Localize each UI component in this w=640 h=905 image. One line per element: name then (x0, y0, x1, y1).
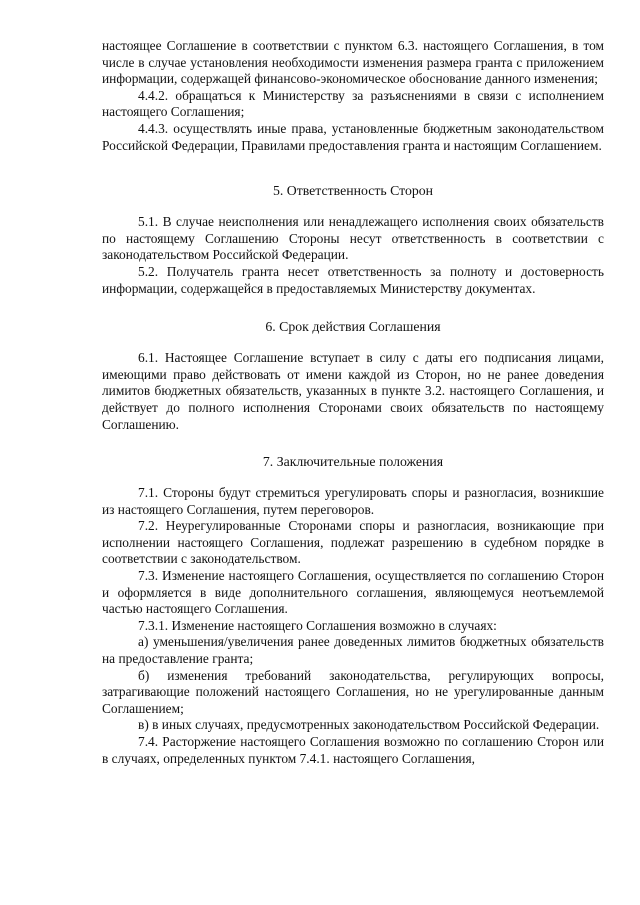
list-item-v: в) в иных случаях, предусмотренных законодательством Российской Федерации. (138, 717, 600, 733)
section-7-heading: 7. Заключительные положения (262, 454, 444, 470)
paragraph-5-2: 5.2. Получатель гранта несет ответственность за полноту и достоверность информации, содержащейся в предоставляемых Министерству документах. (102, 263, 604, 296)
paragraph-7-1: 7.1. Стороны будут стремиться урегулировать споры и разногласия, возникшие из настоящего Соглашения, путем переговоров. (102, 485, 604, 517)
section-5-heading: 5. Ответственность Сторон (272, 183, 434, 199)
paragraph-6-1: 6.1. Настоящее Соглашение вступает в силу с даты его подписания лицами, имеющими право действовать от имени каждой из Сторон, но не ранее доведения лимитов бюджетных обязательств, указанных в пункте 3.2. настоящего Соглашения, и действует до полного исполнения Сторонами своих обязательств по настоящему Соглашению. (102, 350, 604, 432)
paragraph-4-4-1-continuation: настоящее Соглашение в соответствии с пунктом 6.3. настоящего Соглашения, в том числе в случае установления необходимости изменения размера гранта с приложением информации, содержащей финансово-экономическое обоснование данного изменения; (102, 38, 604, 87)
paragraph-7-2: 7.2. Неурегулированные Сторонами споры и разногласия, возникающие при исполнении настоящего Соглашения, подлежат разрешению в судебном порядке в соответствии с законодательством. (102, 518, 604, 567)
paragraph-4-4-2: 4.4.2. обращаться к Министерству за разъяснениями в связи с исполнением настоящего Соглашения; (102, 87, 604, 120)
paragraph-7-4: 7.4. Расторжение настоящего Соглашения возможно по соглашению Сторон или в случаях, определенных пунктом 7.4.1. настоящего Соглашения, (102, 734, 604, 766)
paragraph-7-3-1: 7.3.1. Изменение настоящего Соглашения возможно в случаях: (138, 617, 497, 633)
paragraph-5-1: 5.1. В случае неисполнения или ненадлежащего исполнения своих обязательств по настоящему Соглашению Стороны несут ответственность в соответствии с законодательством Российской Федерации. (102, 214, 604, 263)
paragraph-7-3: 7.3. Изменение настоящего Соглашения, осуществляется по соглашению Сторон и оформляется в виде дополнительного соглашения, являющемуся неотъемлемой частью настоящего Соглашения. (102, 568, 604, 617)
list-item-b: б) изменения требований законодательства, регулирующих вопросы, затрагивающие положений настоящего Соглашения, но не урегулированные данным Соглашением; (102, 667, 604, 716)
list-item-a: а) уменьшения/увеличения ранее доведенных лимитов бюджетных обязательств на предоставление гранта; (102, 634, 604, 667)
paragraph-4-4-3: 4.4.3. осуществлять иные права, установленные бюджетным законодательством Российской Федерации, Правилами предоставления гранта и настоящим Соглашением. (102, 120, 604, 153)
section-6-heading: 6. Срок действия Соглашения (265, 319, 441, 335)
